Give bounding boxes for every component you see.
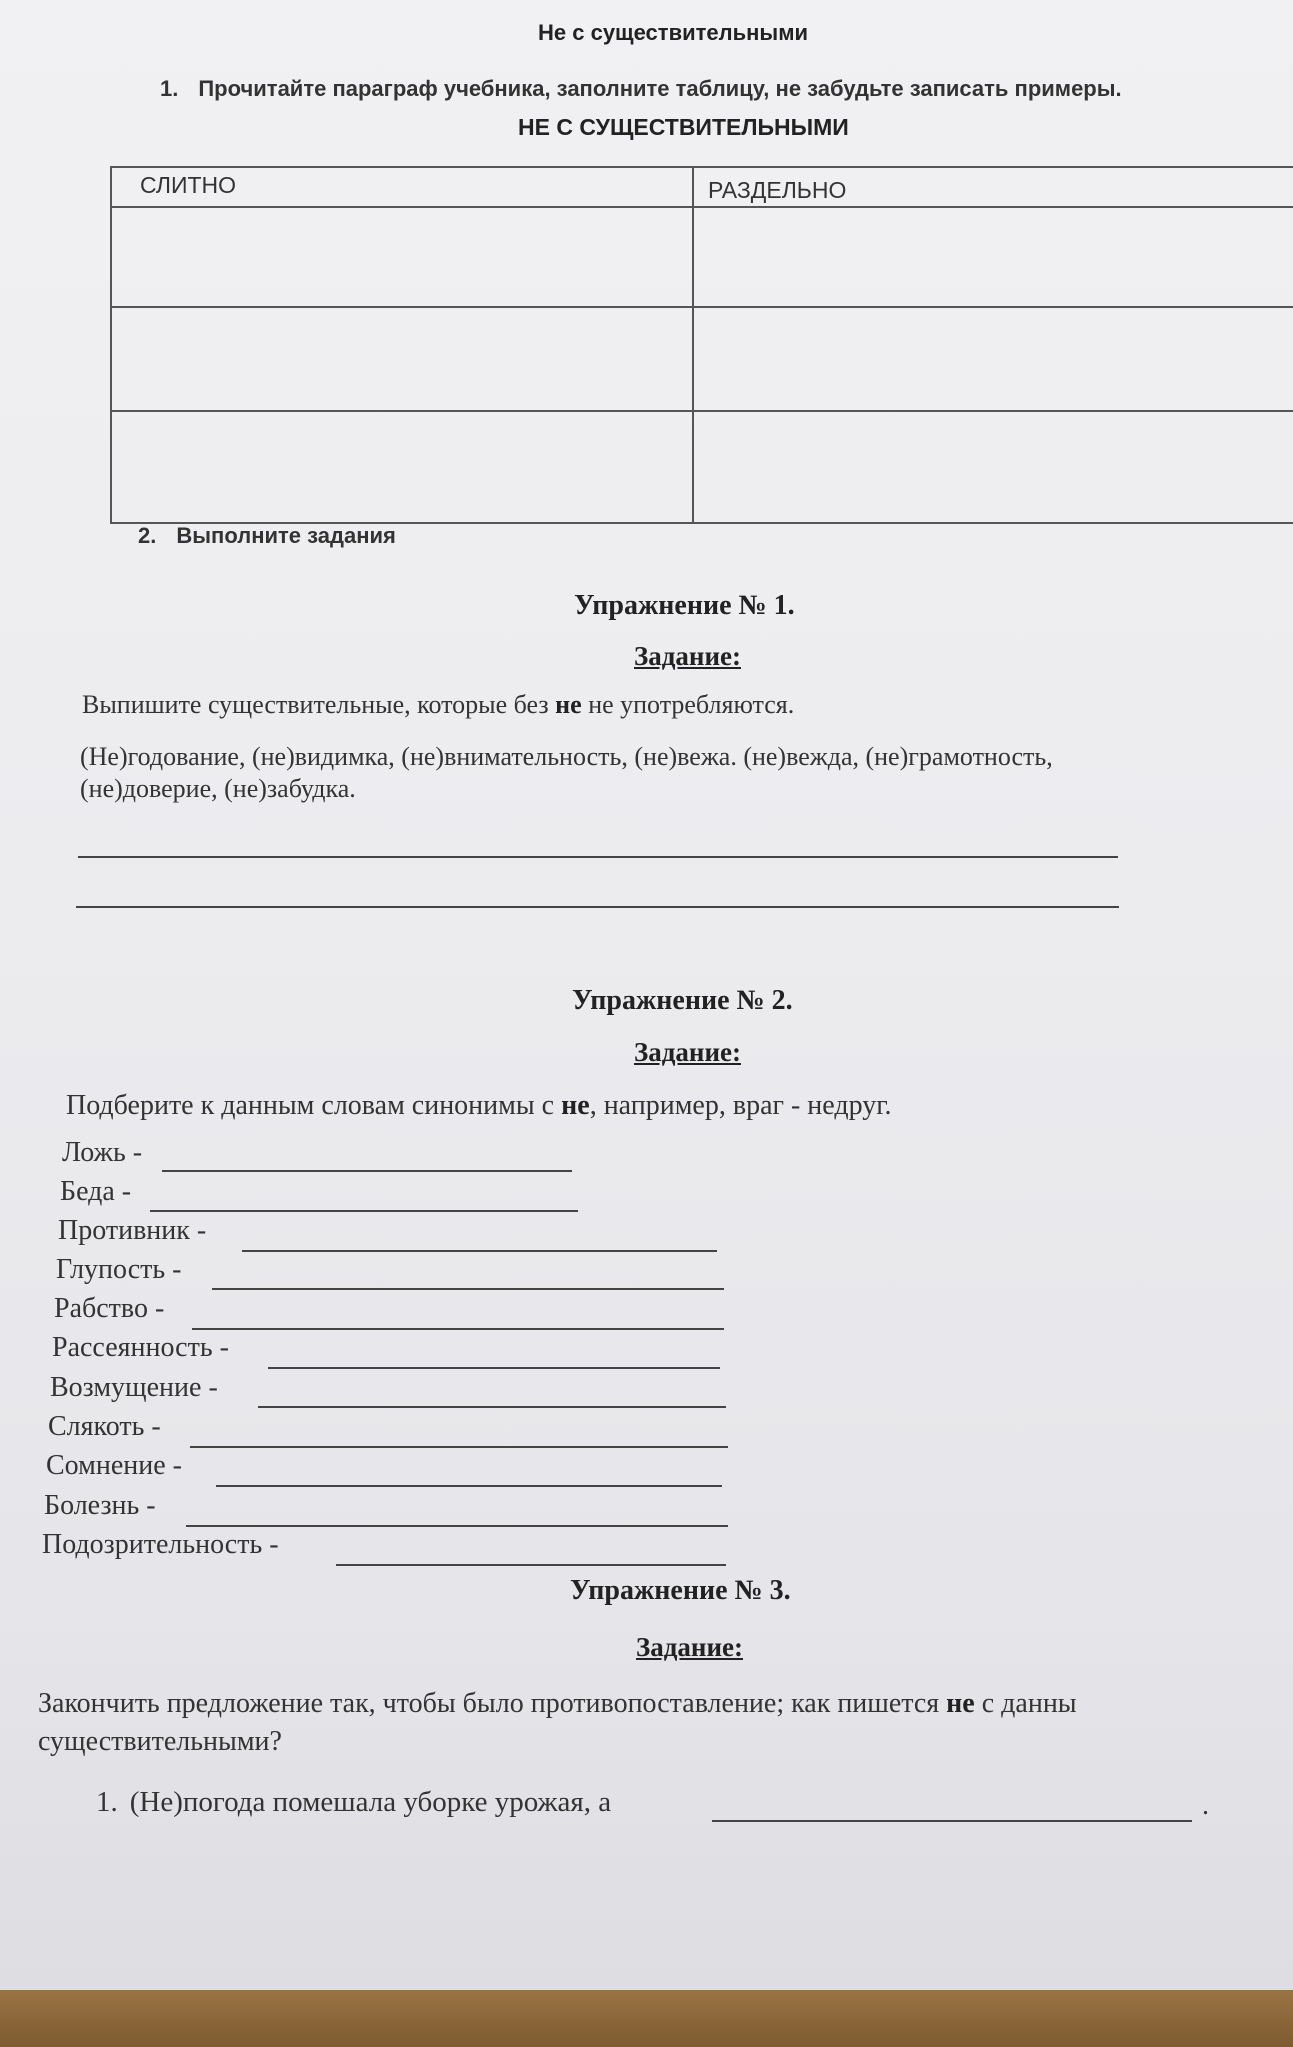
instruction-bold: не xyxy=(555,690,582,719)
answer-line xyxy=(190,1446,728,1448)
synonym-word: Ложь - xyxy=(62,1137,143,1168)
item-text: (Не)погода помешала уборке урожая, а xyxy=(129,1786,612,1818)
instruction-bold: не xyxy=(946,1688,975,1719)
table-row-divider xyxy=(110,306,1293,308)
answer-line xyxy=(242,1250,717,1252)
task-1-number: 1. xyxy=(160,76,179,101)
table-header-divider xyxy=(110,206,1293,208)
item-number: 1. xyxy=(96,1786,118,1818)
answer-line xyxy=(78,856,1118,858)
answer-line xyxy=(336,1564,726,1566)
synonym-word: Рассеянность - xyxy=(52,1332,229,1363)
exercise-1-instruction xyxy=(82,690,794,720)
exercise-2-title: Упражнение № 2. xyxy=(572,985,793,1016)
synonym-word: Рабство - xyxy=(54,1293,165,1324)
answer-line xyxy=(150,1210,578,1212)
answer-line xyxy=(76,906,1119,908)
task-1-text: Прочитайте параграф учебника, заполните таблицу, не забудьте записать примеры. xyxy=(198,76,1122,101)
exercise-1-title: Упражнение № 1. xyxy=(574,590,795,621)
synonym-word: Возмущение - xyxy=(50,1372,218,1403)
column-header-razdelno: РАЗДЕЛЬНО xyxy=(708,177,847,203)
exercise-1-task-label: Задание: xyxy=(634,641,741,671)
task-2 xyxy=(138,523,396,549)
task-2-number: 2. xyxy=(138,523,157,548)
answer-line xyxy=(162,1170,572,1172)
exercise-3-title: Упражнение № 3. xyxy=(570,1575,791,1606)
exercise-3-instruction xyxy=(38,1688,1077,1720)
exercise-2-task-label: Задание: xyxy=(634,1037,741,1067)
instruction-text: Подберите к данным словам синонимы с xyxy=(66,1090,562,1121)
table-title: НЕ С СУЩЕСТВИТЕЛЬНЫМИ xyxy=(518,114,849,140)
answer-line xyxy=(186,1525,728,1527)
exercise-3-instruction-line-2: существительными? xyxy=(38,1726,282,1757)
answer-line xyxy=(268,1367,720,1369)
synonym-word: Беда - xyxy=(60,1176,132,1207)
exercise-3-task-label: Задание: xyxy=(636,1632,743,1662)
instruction-bold: не xyxy=(561,1090,590,1121)
instruction-text: не употребляются. xyxy=(581,690,795,719)
instruction-text: Выпишите существительные, которые без xyxy=(82,690,556,719)
instruction-text: с данны xyxy=(974,1688,1077,1719)
column-header-slitno: СЛИТНО xyxy=(140,172,237,198)
synonym-word: Слякоть - xyxy=(48,1411,161,1442)
synonym-word: Глупость - xyxy=(56,1254,182,1285)
task-1 xyxy=(160,76,1122,102)
answer-line xyxy=(258,1406,726,1408)
answer-line xyxy=(216,1485,722,1487)
answer-line xyxy=(212,1288,724,1290)
synonym-word: Подозрительность - xyxy=(42,1529,279,1560)
table-column-divider xyxy=(692,166,694,524)
synonym-word: Сомнение - xyxy=(46,1450,182,1481)
exercise-1-words-line-1: (Не)годование, (не)видимка, (не)внимательность, (не)вежа. (не)вежда, (не)грамотность, xyxy=(80,742,1053,771)
page-title: Не с существительными xyxy=(538,20,809,45)
synonym-word: Противник - xyxy=(58,1215,207,1246)
task-2-text: Выполните задания xyxy=(176,523,396,548)
fill-in-table xyxy=(110,166,1293,524)
item-end-period: . xyxy=(1202,1790,1209,1821)
answer-line xyxy=(712,1820,1192,1822)
answer-line xyxy=(192,1328,724,1330)
table-row-divider xyxy=(110,410,1293,412)
instruction-text: , например, враг - недруг. xyxy=(589,1090,892,1121)
exercise-1-words-line-2: (не)доверие, (не)забудка. xyxy=(80,774,356,803)
synonym-word: Болезнь - xyxy=(44,1490,156,1521)
exercise-2-instruction xyxy=(66,1090,892,1122)
instruction-text: Закончить предложение так, чтобы было противопоставление; как пишется xyxy=(38,1688,947,1719)
exercise-3-item xyxy=(96,1786,611,1819)
desk-surface xyxy=(0,1990,1293,2047)
